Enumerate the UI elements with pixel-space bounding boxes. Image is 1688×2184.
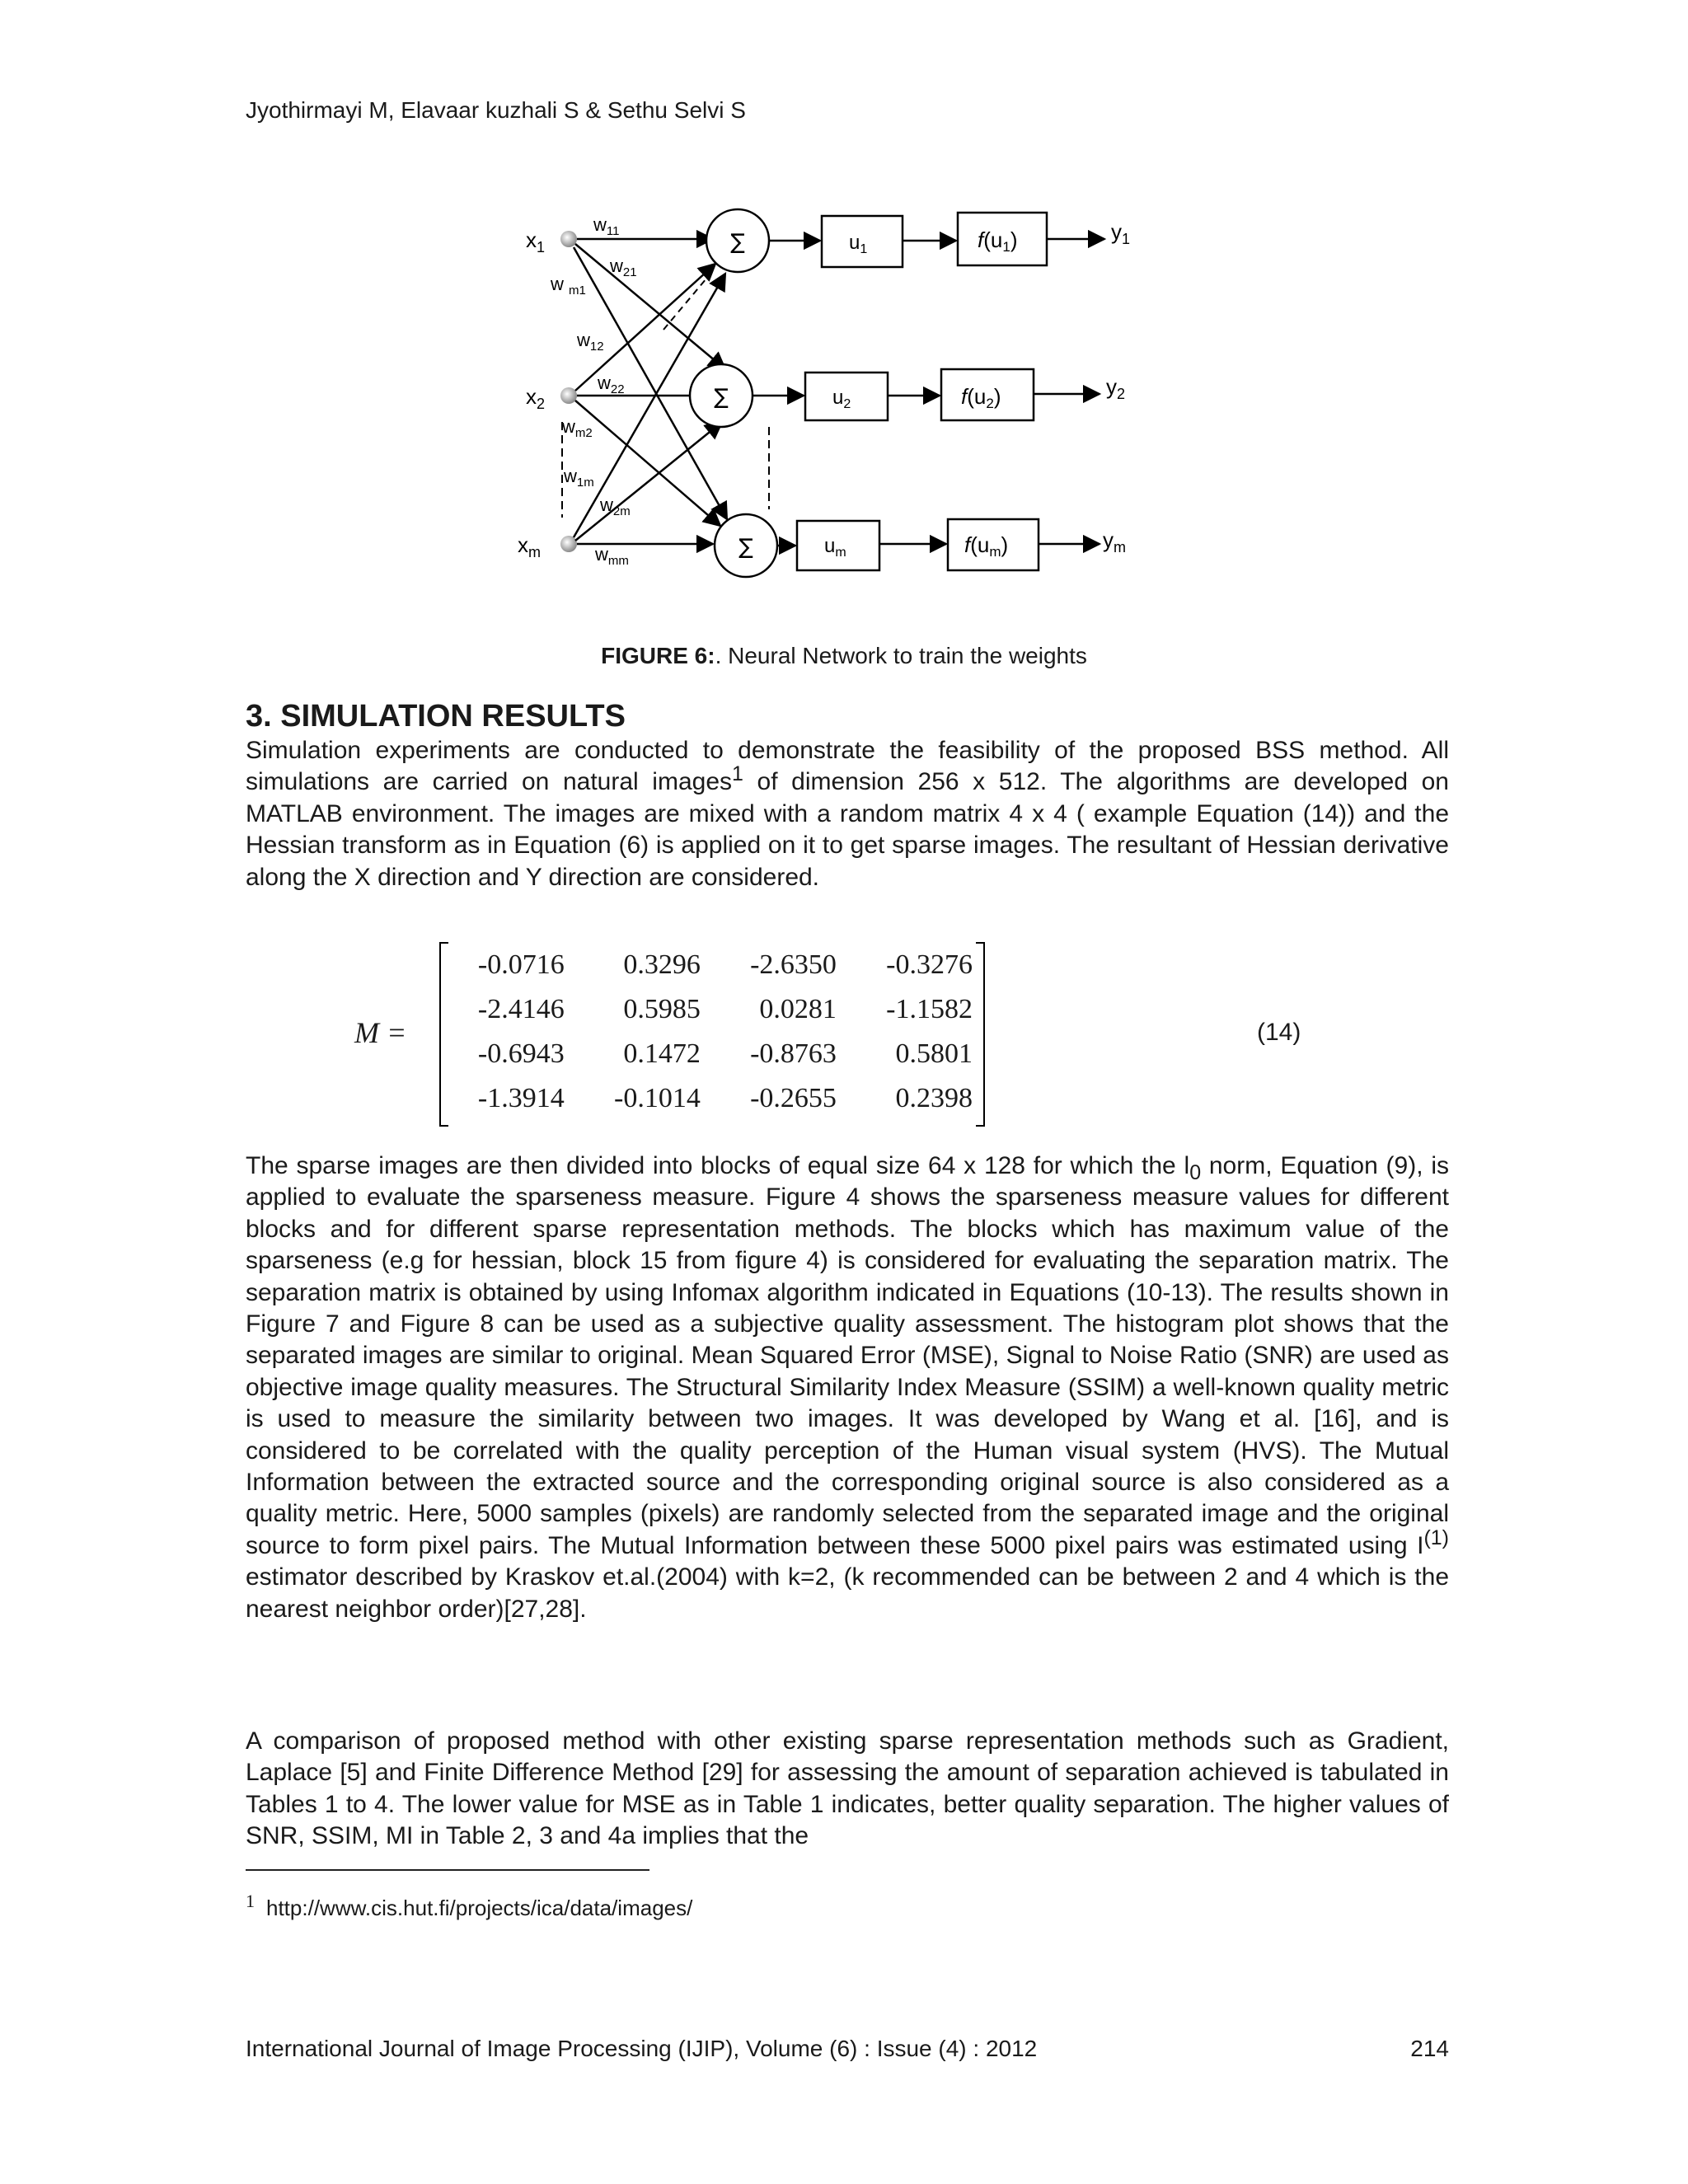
matrix-cell: -0.2655 [750,1083,837,1113]
neural-network-figure [495,198,1236,593]
weight-label-w21: $w_{21}$ [610,255,637,279]
matrix-cell: -0.3276 [886,949,973,980]
paragraph-2: The sparse images are then divided into blocks of equal size 64 x 128 for which the $l_0$ norm, Equation (9), is applied to evaluate the sparseness measure. Figure 4 shows the sparseness measure values for different blocks and for different sparse representation methods. The blocks which has maximum value of the sparseness (e.g for hessian, block 15 from figure 4) is considered for evaluating the separation matrix. The separation matrix is obtained by using Infomax algorithm indicated in Equations (10-13). The results shown in Figure 7 and Figure 8 can be used as a subjective quality assessment. The histogram plot shows that the separated images are similar to original. Mean Squared Error (MSE), Signal to Noise Ratio (SNR) are used as objective image quality measures. The Structural Similarity Index Measure (SSIM) a well-known quality metric is used to measure the similarity between two images. It was developed by Wang et al. [16], and is considered to be correlated with the quality perception of the Human visual system (HVS). The Mutual Information between the extracted source and the corresponding original source is also considered as a quality metric. Here, 5000 samples (pixels) are randomly selected from the separated image and the original source to form pixel pairs. The Mutual Information between these 5000 pixel pairs was estimated using $I^{(1)}$ estimator described by Kraskov et.al.(2004) with k=2, (k recommended can be between 2 and 4 which is the nearest neighbor order)[27,28]. [246,1152,1449,1623]
equation-lhs: M = [354,1016,407,1049]
output-label-ym: $y_m$ [1103,527,1126,555]
weight-label-w1m: $w_{1m}$ [564,466,594,490]
estimator-superscript: (1) [1423,1526,1449,1549]
weight-label-w11: $w_{11}$ [593,214,620,238]
neural-network-diagram [495,198,1236,593]
weight-label-w12: $w_{12}$ [577,330,604,354]
matrix-row [437,1076,973,1121]
l0-subscript: 0 [1189,1161,1202,1184]
activation-label-1: f(u1) [978,227,1018,255]
figure-caption-text: . Neural Network to train the weights [715,643,1087,668]
footnote-divider [246,1869,649,1871]
equation-number: (14) [1257,1019,1301,1046]
matrix-cell: -0.0716 [477,949,565,980]
input-node-2 [560,387,577,404]
matrix-cell: 0.1472 [623,1038,701,1069]
weight-label-w2m: $w_{2m}$ [600,494,631,518]
u-box-2 [805,373,888,420]
input-label-xm: $x_m$ [518,532,541,560]
sum-symbol-2: ∑ [714,385,729,410]
page-number: 214 [1410,2036,1449,2061]
footnote-ref: 1 [732,762,743,786]
matrix-cell: -1.1582 [886,994,973,1024]
matrix-cell: 0.3296 [623,949,701,980]
f-to-y-arrows [1034,239,1104,544]
matrix-cell: -0.8763 [750,1038,837,1069]
matrix-cell: 0.5801 [895,1038,973,1069]
output-label-y2: $y_2$ [1106,374,1126,402]
figure-caption-label: FIGURE 6: [601,643,715,668]
summation-nodes [690,209,777,577]
u-box-1 [822,216,903,267]
matrix-cell: -0.6943 [477,1038,565,1069]
matrix-cell: 0.2398 [895,1083,973,1113]
footnote [246,1891,693,1921]
matrix-m [437,940,989,1129]
activation-box-2 [941,369,1034,420]
matrix-cell: -0.1014 [614,1083,701,1113]
u-boxes [797,216,903,570]
activation-label-2: f(u2) [961,384,1001,411]
matrix-cell: -2.4146 [477,994,565,1024]
input-label-x1: $x_1$ [526,227,546,255]
input-node-1 [560,231,577,247]
figure-caption [0,643,1688,669]
paragraph-3: A comparison of proposed method with other existing sparse representation methods such as Gradient, Laplace [5] and Finite Difference Method [29] for assessing the amount of separation achieved is tabulated in Tables 1 to 4. The lower value for MSE as in Table 1 indicates, better quality separation. The higher values of SNR, SSIM, MI in Table 2, 3 and 4a implies that the [246,1727,1449,1850]
matrix-cell: 0.0281 [759,994,837,1024]
output-label-y1: $y_1$ [1111,219,1131,247]
matrix-row [437,987,973,1032]
dashed-weight-line [663,274,710,330]
activation-label-m: f(um) [964,532,1009,560]
weight-label-wm2: $w_{m2}$ [562,416,593,440]
journal-citation: International Journal of Image Processing (IJIP), Volume (6) : Issue (4) : 2012 [246,2036,1038,2061]
section-heading: 3. SIMULATION RESULTS [246,699,626,733]
u-label-2: $u_2$ [832,387,851,411]
paragraph-1: Simulation experiments are conducted to demonstrate the feasibility of the proposed BSS method. All simulations are carried on natural images$^1$ of dimension 256 x 512. The algorithms are developed on MATLAB environment. The images are mixed with a random matrix 4 x 4 ( example Equation (14)) and the Hessian transform as in Equation (6) is applied on it to get sparse images. The resultant of Hessian derivative along the X direction and Y direction are considered. [246,737,1449,891]
weight-label-w22: $w_{22}$ [598,373,625,396]
running-header: Jyothirmayi M, Elavaar kuzhali S & Sethu Selvi S [246,97,746,123]
footnote-marker: 1 [246,1891,255,1912]
output-labels [1103,219,1130,555]
matrix-table [437,943,973,1121]
page-footer [246,2036,1449,2062]
matrix-cell: 0.5985 [623,994,701,1024]
footnote-link[interactable]: http://www.cis.hut.fi/projects/ica/data/images/ [266,1896,693,1920]
matrix-cell: -1.3914 [477,1083,565,1113]
sum-symbol-1: ∑ [730,230,745,255]
weight-label-wm1: w $_{m1}$ [551,274,586,298]
matrix-row [437,1032,973,1076]
u-label-1: $u_1$ [849,232,868,256]
matrix-cell: -2.6350 [750,949,837,980]
input-node-m [560,536,577,552]
matrix-row [437,943,973,987]
weight-label-wmm: $w_{mm}$ [595,544,629,568]
equation-14 [354,940,1343,1137]
input-label-x2: $x_2$ [526,384,546,412]
sum-symbol-m: ∑ [738,535,753,560]
u-label-m: $u_m$ [824,535,846,560]
